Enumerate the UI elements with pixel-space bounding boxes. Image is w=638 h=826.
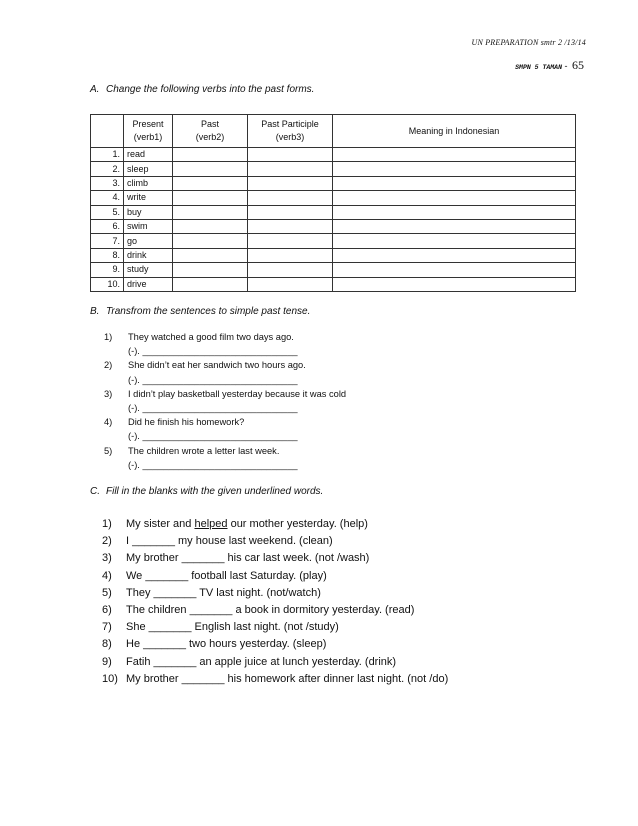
past-participle-cell[interactable] (248, 248, 333, 262)
item-number: 1) (104, 332, 113, 342)
past-participle-cell[interactable] (248, 162, 333, 176)
list-item (102, 585, 448, 602)
item-text: We _______ football last Saturday. (play) (126, 569, 327, 582)
item-number: 6) (102, 604, 112, 617)
list-item (102, 619, 448, 636)
list-item (102, 533, 448, 550)
list-item (102, 636, 448, 653)
present-verb: read (124, 148, 173, 162)
item-number: 3) (104, 388, 113, 399)
list-item (104, 358, 346, 372)
table-row (91, 277, 576, 291)
table-row (91, 248, 576, 262)
item-text: Did he finish his homework? (128, 417, 245, 428)
answer-line[interactable]: (-). ______________________________ (128, 459, 298, 470)
past-cell[interactable] (173, 263, 248, 277)
meaning-cell[interactable] (333, 162, 576, 176)
past-cell[interactable] (173, 219, 248, 233)
table-row (91, 191, 576, 205)
past-cell[interactable] (173, 277, 248, 291)
past-participle-cell[interactable] (248, 263, 333, 277)
section-letter: B. (90, 306, 100, 317)
item-number: 4) (104, 417, 113, 428)
past-participle-cell[interactable] (248, 148, 333, 162)
past-participle-cell[interactable] (248, 191, 333, 205)
section-b-heading (90, 306, 310, 317)
item-text: I didn’t play basketball yesterday because it was cold (128, 388, 347, 399)
row-number: 5. (91, 205, 124, 219)
table-header-row (91, 115, 576, 148)
past-cell[interactable] (173, 162, 248, 176)
past-participle-cell[interactable] (248, 205, 333, 219)
header-past-participle: Past Participle (verb3) (248, 115, 333, 148)
item-text: She _______ English last night. (not /study) (126, 621, 339, 634)
present-verb: drink (124, 248, 173, 262)
meaning-cell[interactable] (333, 277, 576, 291)
present-verb: write (124, 191, 173, 205)
section-instruction: Transfrom the sentences to simple past tense. (106, 306, 311, 317)
header-dash: - (564, 61, 568, 71)
item-text: I _______ my house last weekend. (clean) (126, 535, 333, 548)
item-number: 10) (102, 672, 118, 685)
table-row (91, 205, 576, 219)
past-participle-cell[interactable] (248, 219, 333, 233)
row-number: 10. (91, 277, 124, 291)
present-verb: go (124, 234, 173, 248)
table-row (91, 162, 576, 176)
item-text: They watched a good film two days ago. (128, 332, 294, 342)
present-verb: swim (124, 219, 173, 233)
row-number: 1. (91, 148, 124, 162)
answer-line[interactable]: (-). ______________________________ (128, 374, 298, 385)
list-item (104, 330, 346, 344)
past-cell[interactable] (173, 234, 248, 248)
fill-blank-list (102, 516, 448, 688)
item-text: The children wrote a letter last week. (128, 445, 280, 456)
page-number: 65 (572, 58, 584, 72)
item-number: 5) (102, 586, 112, 599)
section-instruction: Fill in the blanks with the given underlined words. (106, 486, 324, 497)
section-instruction: Change the following verbs into the past forms. (106, 84, 315, 95)
list-item (102, 550, 448, 567)
item-text: My sister and helped our mother yesterday. (help) (126, 518, 368, 530)
section-letter: C. (90, 486, 100, 497)
present-verb: climb (124, 176, 173, 190)
header-school (515, 58, 584, 73)
header-present: Present (verb1) (124, 115, 173, 148)
row-number: 7. (91, 234, 124, 248)
section-a-heading (90, 84, 314, 95)
underlined-word: helped (194, 518, 228, 530)
transform-list (104, 330, 346, 472)
verb-table (90, 114, 576, 292)
item-number: 2) (102, 535, 112, 548)
item-number: 8) (102, 638, 112, 651)
answer-line[interactable]: (-). ______________________________ (128, 403, 298, 414)
meaning-cell[interactable] (333, 205, 576, 219)
past-cell[interactable] (173, 176, 248, 190)
school-name: SMPN 5 TAMAN (515, 64, 562, 71)
meaning-cell[interactable] (333, 219, 576, 233)
meaning-cell[interactable] (333, 263, 576, 277)
item-text: My brother _______ his car last week. (not /wash) (126, 552, 370, 565)
row-number: 6. (91, 219, 124, 233)
item-text: They _______ TV last night. (not/watch) (126, 586, 321, 599)
section-letter: A. (90, 84, 100, 95)
answer-line[interactable]: (-). ______________________________ (128, 431, 298, 442)
past-cell[interactable] (173, 191, 248, 205)
present-verb: study (124, 263, 173, 277)
meaning-cell[interactable] (333, 148, 576, 162)
item-text: My brother _______ his homework after dinner last night. (not /do) (126, 672, 449, 685)
past-cell[interactable] (173, 205, 248, 219)
item-number: 9) (102, 655, 112, 668)
past-participle-cell[interactable] (248, 234, 333, 248)
past-cell[interactable] (173, 148, 248, 162)
item-number: 3) (102, 552, 112, 565)
list-item (104, 415, 346, 429)
meaning-cell[interactable] (333, 176, 576, 190)
meaning-cell[interactable] (333, 248, 576, 262)
present-verb: drive (124, 277, 173, 291)
list-item (102, 568, 448, 585)
meaning-cell[interactable] (333, 191, 576, 205)
row-number: 3. (91, 176, 124, 190)
list-item (102, 602, 448, 619)
list-item (102, 654, 448, 671)
header-meaning: Meaning in Indonesian (333, 115, 576, 148)
item-number: 1) (102, 518, 112, 530)
past-participle-cell[interactable] (248, 277, 333, 291)
list-item (104, 444, 346, 458)
list-item (104, 387, 346, 401)
item-number: 2) (104, 360, 113, 371)
table-row (91, 148, 576, 162)
item-text: He _______ two hours yesterday. (sleep) (126, 638, 327, 651)
item-number: 7) (102, 621, 112, 634)
row-number: 8. (91, 248, 124, 262)
table-row (91, 263, 576, 277)
header-title: UN PREPARATION smtr 2 /13/14 (471, 38, 586, 47)
section-c-heading (90, 486, 323, 497)
item-text: She didn’t eat her sandwich two hours ago. (128, 360, 306, 371)
answer-line[interactable]: (-). ______________________________ (128, 346, 298, 357)
present-verb: buy (124, 205, 173, 219)
table-row (91, 176, 576, 190)
list-item (102, 516, 448, 533)
past-participle-cell[interactable] (248, 176, 333, 190)
row-number: 4. (91, 191, 124, 205)
table-row (91, 219, 576, 233)
row-number: 2. (91, 162, 124, 176)
item-number: 4) (102, 569, 112, 582)
header-past: Past (verb2) (173, 115, 248, 148)
past-cell[interactable] (173, 248, 248, 262)
item-text: The children _______ a book in dormitory yesterday. (read) (126, 604, 415, 617)
meaning-cell[interactable] (333, 234, 576, 248)
item-number: 5) (104, 445, 113, 456)
present-verb: sleep (124, 162, 173, 176)
header-number (91, 115, 124, 148)
list-item (102, 671, 448, 688)
table-row (91, 234, 576, 248)
row-number: 9. (91, 263, 124, 277)
item-text: Fatih _______ an apple juice at lunch yesterday. (drink) (126, 655, 397, 668)
